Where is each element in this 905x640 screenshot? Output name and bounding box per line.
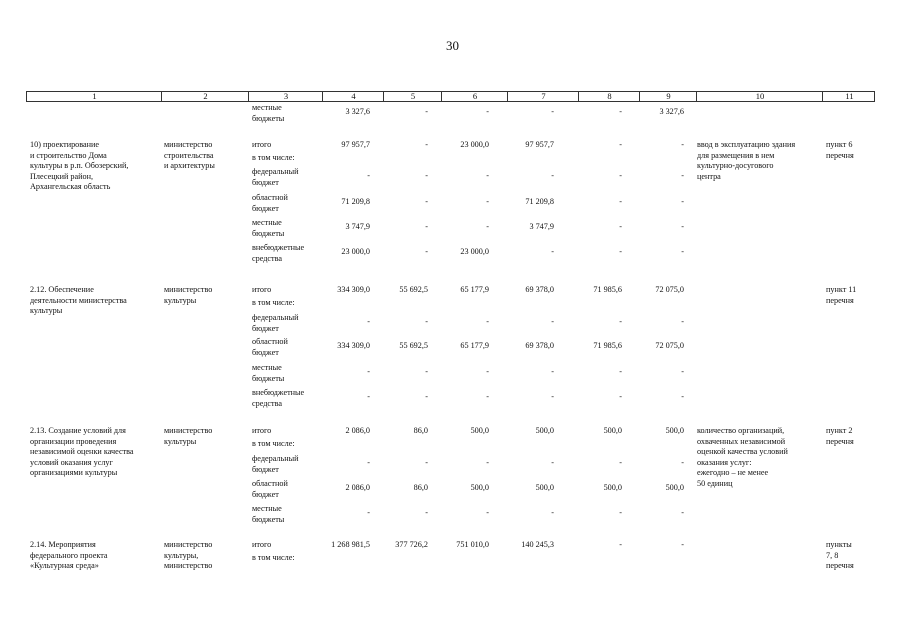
funding-value: 71 985,6	[593, 285, 622, 294]
funding-source-label: областной бюджет	[252, 337, 288, 357]
funding-value: -	[681, 458, 684, 467]
funding-value: -	[619, 197, 622, 206]
funding-value: 500,0	[603, 483, 622, 492]
funding-source-label: итого	[252, 426, 272, 435]
funding-value: 500,0	[603, 426, 622, 435]
table-header-row	[26, 91, 875, 102]
funding-value: 65 177,9	[460, 285, 489, 294]
column-header-5: 5	[410, 91, 416, 101]
funding-value: -	[681, 392, 684, 401]
funding-value: -	[486, 107, 489, 116]
funding-value: -	[367, 458, 370, 467]
funding-value: -	[681, 222, 684, 231]
column-header-1: 1	[92, 91, 97, 101]
column-header-7: 7	[541, 91, 546, 101]
funding-value: -	[619, 222, 622, 231]
funding-value: -	[619, 392, 622, 401]
funding-source-label: в том числе:	[252, 553, 295, 562]
executor: министерство культуры	[164, 285, 213, 305]
funding-value: -	[551, 392, 554, 401]
funding-value: -	[681, 140, 684, 149]
funding-value: -	[425, 458, 428, 467]
funding-value: 500,0	[665, 426, 684, 435]
funding-source-label: федеральный бюджет	[252, 313, 299, 333]
column-header-11: 11	[845, 91, 854, 101]
funding-source-label: областной бюджет	[252, 193, 288, 213]
executor: министерство строительства и архитектуры	[164, 140, 215, 170]
funding-value: 500,0	[470, 483, 489, 492]
funding-source-label: в том числе:	[252, 153, 295, 162]
page-number: 30	[446, 38, 459, 53]
funding-value: 751 010,0	[456, 540, 489, 549]
reference: пункт 6 перечня	[826, 140, 854, 160]
funding-source-label: в том числе:	[252, 439, 295, 448]
funding-value: -	[681, 540, 684, 549]
funding-value: -	[425, 508, 428, 517]
funding-value: -	[619, 247, 622, 256]
funding-value: 1 268 981,5	[331, 540, 370, 549]
funding-value: 500,0	[535, 483, 554, 492]
funding-value: -	[681, 317, 684, 326]
funding-value: -	[367, 171, 370, 180]
funding-value: 55 692,5	[399, 341, 428, 350]
funding-value: -	[551, 508, 554, 517]
funding-value: 500,0	[535, 426, 554, 435]
funding-value: -	[425, 247, 428, 256]
funding-value: -	[425, 317, 428, 326]
funding-value: -	[619, 540, 622, 549]
funding-value: 3 327,6	[345, 107, 370, 116]
funding-value: 3 747,9	[529, 222, 554, 231]
funding-value: -	[551, 367, 554, 376]
funding-source-label: федеральный бюджет	[252, 167, 299, 187]
funding-value: -	[619, 171, 622, 180]
executor: министерство культуры, министерство	[164, 540, 213, 570]
reference: пункты 7, 8 перечня	[826, 540, 854, 570]
funding-value: 69 378,0	[525, 341, 554, 350]
funding-value: -	[486, 508, 489, 517]
funding-value: 72 075,0	[655, 341, 684, 350]
funding-value: -	[486, 197, 489, 206]
column-header-10: 10	[755, 91, 765, 101]
funding-value: 23 000,0	[341, 247, 370, 256]
funding-value: -	[367, 508, 370, 517]
funding-source-label: внебюджетные средства	[252, 243, 305, 263]
funding-value: 23 000,0	[460, 140, 489, 149]
funding-source-label: местные бюджеты	[252, 504, 285, 524]
funding-source-label: местные бюджеты	[252, 363, 285, 383]
funding-value: -	[681, 508, 684, 517]
funding-value: 71 985,6	[593, 341, 622, 350]
funding-value: -	[425, 171, 428, 180]
funding-value: -	[367, 317, 370, 326]
funding-value: -	[551, 317, 554, 326]
funding-value: 97 957,7	[341, 140, 370, 149]
funding-value: -	[486, 392, 489, 401]
funding-value: -	[681, 367, 684, 376]
funding-value: -	[486, 367, 489, 376]
funding-value: 500,0	[470, 426, 489, 435]
reference: пункт 11 перечня	[826, 285, 857, 305]
funding-value: -	[681, 171, 684, 180]
result-indicator: количество организаций, охваченных независимой оценкой качества условий оказания услуг: ежегодно – не менее 50 единиц	[697, 426, 788, 488]
column-header-8: 8	[607, 91, 612, 101]
funding-value: -	[681, 247, 684, 256]
result-indicator: ввод в эксплуатацию здания для размещения в нем культурно-досугового центра	[697, 140, 796, 181]
funding-value: 3 747,9	[345, 222, 370, 231]
funding-value: -	[619, 317, 622, 326]
funding-source-label: итого	[252, 285, 272, 294]
funding-value: -	[619, 367, 622, 376]
column-header-2: 2	[203, 91, 208, 101]
funding-value: -	[619, 508, 622, 517]
funding-value: 69 378,0	[525, 285, 554, 294]
funding-value: 71 209,8	[525, 197, 554, 206]
funding-value: -	[367, 392, 370, 401]
funding-value: 55 692,5	[399, 285, 428, 294]
funding-value: 2 086,0	[345, 426, 370, 435]
funding-value: -	[425, 107, 428, 116]
funding-source-label: итого	[252, 540, 272, 549]
funding-source-label: в том числе:	[252, 298, 295, 307]
column-header-6: 6	[472, 91, 478, 101]
funding-value: -	[551, 107, 554, 116]
funding-value: -	[486, 458, 489, 467]
funding-value: 65 177,9	[460, 341, 489, 350]
funding-value: 140 245,3	[521, 540, 554, 549]
column-header-9: 9	[666, 91, 671, 101]
funding-value: -	[367, 367, 370, 376]
funding-value: 3 327,6	[659, 107, 684, 116]
executor: министерство культуры	[164, 426, 213, 446]
funding-value: -	[425, 197, 428, 206]
funding-source-label: федеральный бюджет	[252, 454, 299, 474]
funding-value: 71 209,8	[341, 197, 370, 206]
funding-value: -	[551, 458, 554, 467]
funding-value: -	[486, 171, 489, 180]
funding-value: -	[619, 458, 622, 467]
measure-name: 2.13. Создание условий для организации проведения независимой оценки качества условий оказания услуг организациями культуры	[30, 426, 134, 477]
measure-name: 10) проектирование и строительство Дома культуры в р.п. Обозерский, Плесецкий район, Архангельская область	[30, 140, 129, 191]
funding-value: 23 000,0	[460, 247, 489, 256]
funding-source-label: внебюджетные средства	[252, 388, 305, 408]
funding-value: 2 086,0	[345, 483, 370, 492]
funding-value: 334 309,0	[337, 341, 370, 350]
funding-value: 500,0	[665, 483, 684, 492]
measure-name: 2.14. Мероприятия федерального проекта «Культурная среда»	[30, 540, 108, 570]
column-header-4: 4	[351, 91, 356, 101]
funding-value: -	[681, 197, 684, 206]
funding-value: -	[551, 171, 554, 180]
measure-name: 2.12. Обеспечение деятельности министерства культуры	[30, 285, 127, 315]
funding-value: 86,0	[413, 426, 428, 435]
reference: пункт 2 перечня	[826, 426, 854, 446]
funding-value: -	[551, 247, 554, 256]
funding-value: 334 309,0	[337, 285, 370, 294]
funding-value: -	[486, 222, 489, 231]
funding-value: -	[425, 140, 428, 149]
funding-source-label: областной бюджет	[252, 479, 288, 499]
funding-value: -	[425, 392, 428, 401]
funding-value: -	[486, 317, 489, 326]
funding-value: 377 726,2	[395, 540, 428, 549]
funding-value: 86,0	[413, 483, 428, 492]
funding-source-label: местные бюджеты	[252, 103, 285, 123]
funding-value: -	[619, 107, 622, 116]
funding-value: -	[425, 367, 428, 376]
column-header-3: 3	[283, 91, 289, 101]
funding-value: -	[425, 222, 428, 231]
funding-source-label: итого	[252, 140, 272, 149]
funding-value: -	[619, 140, 622, 149]
funding-source-label: местные бюджеты	[252, 218, 285, 238]
funding-value: 97 957,7	[525, 140, 554, 149]
funding-value: 72 075,0	[655, 285, 684, 294]
